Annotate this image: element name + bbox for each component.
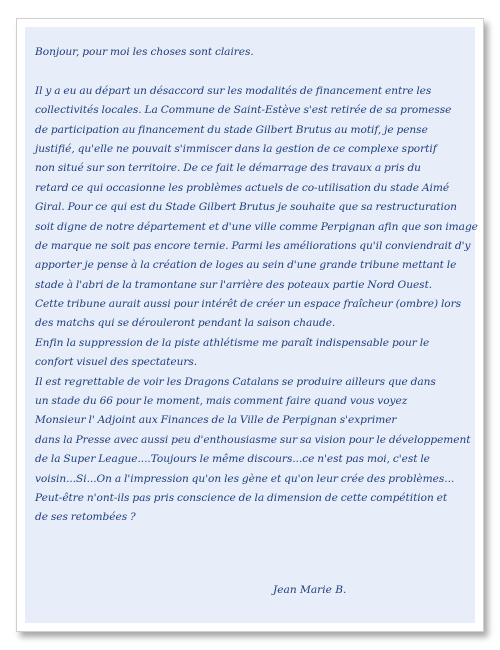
letter-line: justifié, qu'elle ne pouvait s'immiscer dans la gestion de ce complexe sportif [35, 142, 437, 155]
letter-line: Giral. Pour ce qui est du Stade Gilbert Brutus je souhaite que sa restructuration [35, 201, 457, 214]
letter-line: retard ce qui occasionne les problèmes actuels de co-utilisation du stade Aimé [35, 181, 450, 194]
letter-line: Enfin la suppression de la piste athlétisme me paraît indispensable pour le [35, 336, 430, 349]
letter-line: apporter je pense à la création de loges au sein d'une grande tribune mettant le [35, 259, 457, 272]
letter-line: stade à l'abri de la tramontane sur l'arrière des poteaux partie Nord Ouest. [35, 278, 433, 291]
letter-line: un stade du 66 pour le moment, mais comment faire quand vous voyez [35, 395, 408, 408]
letter-line: des matchs qui se dérouleront pendant la saison chaude. [35, 317, 336, 330]
letter-line: de ses retombées ? [35, 511, 136, 524]
letter-line: dans la Presse avec aussi peu d'enthousiasme sur sa vision pour le développement [35, 433, 471, 446]
letter-line: Peut-être n'ont-ils pas pris conscience de la dimension de cette compétition et [35, 491, 448, 504]
letter-line: de marque ne soit pas encore ternie. Parmi les améliorations qu'il conviendrait d'y [35, 239, 471, 252]
letter-line: de participation au financement du stade Gilbert Brutus au motif, je pense [35, 123, 428, 136]
letter-paper [25, 27, 478, 623]
letter-line: collectivités locales. La Commune de Saint-Estève s'est retirée de sa promesse [35, 104, 452, 117]
letter-line: soit digne de notre département et d'une ville comme Perpignan afin que son image [35, 220, 478, 233]
letter-line: non situé sur son territoire. De ce fait le démarrage des travaux a pris du [35, 162, 421, 175]
letter-frame [16, 18, 484, 632]
paragraph-gap [35, 62, 467, 81]
letter-line: de la Super League....Toujours le même discours...ce n'est pas moi, c'est le [35, 453, 430, 466]
letter-greeting: Bonjour, pour moi les choses sont claires. [35, 46, 254, 58]
letter-line: Il est regrettable de voir les Dragons Catalans se produire ailleurs que dans [35, 375, 436, 388]
letter-line: Cette tribune aurait aussi pour intérêt de créer un espace fraîcheur (ombre) lors [35, 298, 462, 311]
letter-signature: Jean Marie B. [273, 584, 347, 596]
letter-line: Monsieur l' Adjoint aux Finances de la Ville de Perpignan s'exprimer [35, 414, 397, 427]
letter-line: voisin...Si...On a l'impression qu'on les gène et qu'on leur crée des problèmes... [35, 472, 455, 485]
letter-body [35, 43, 478, 528]
letter-line: Il y a eu au départ un désaccord sur les modalités de financement entre les [35, 84, 432, 97]
letter-line: confort visuel des spectateurs. [35, 356, 198, 369]
